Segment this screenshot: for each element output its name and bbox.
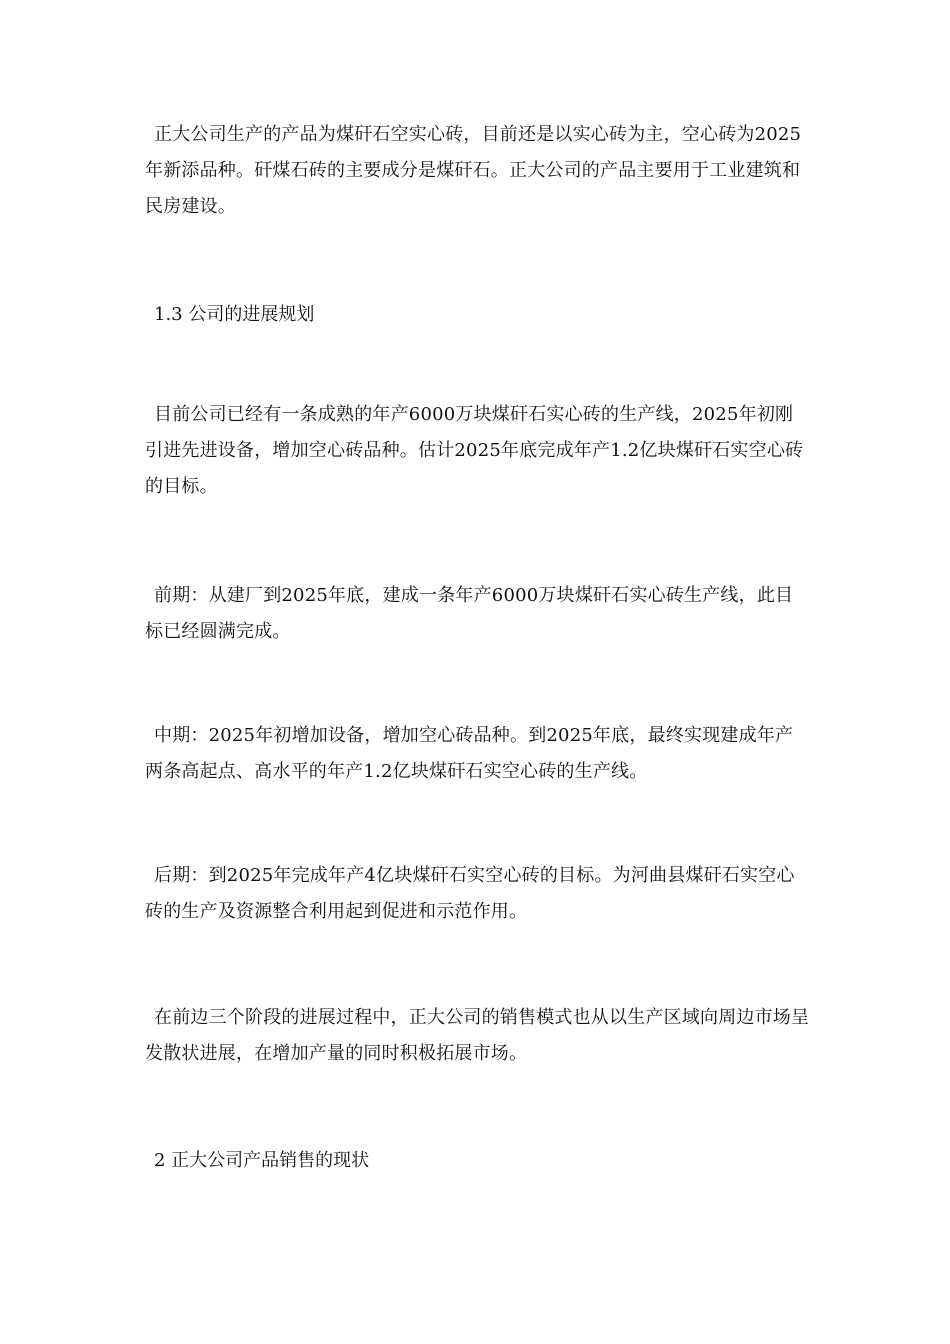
- section-heading-2: 2 正大公司产品销售的现状: [154, 1150, 370, 1171]
- paragraph-mid-phase: 中期：2025年初增加设备，增加空心砖品种。到2025年底，最终实现建成年产两条高起点、高水平的年产1.2亿块煤矸石实空心砖的生产线。: [145, 725, 794, 782]
- paragraph-late-phase: 后期：到2025年完成年产4亿块煤矸石实空心砖的目标。为河曲县煤矸石实空心砖的生产及资源整合利用起到促进和示范作用。: [145, 865, 795, 922]
- paragraph-product-intro: 正大公司生产的产品为煤矸石空实心砖，目前还是以实心砖为主，空心砖为2025年新添品种。矸煤石砖的主要成分是煤矸石。正大公司的产品主要用于工业建筑和民房建设。: [145, 124, 802, 217]
- paragraph-current-capacity: 目前公司已经有一条成熟的年产6000万块煤矸石实心砖的生产线，2025年初刚引进先进设备，增加空心砖品种。估计2025年底完成年产1.2亿块煤矸石实空心砖的目标。: [145, 404, 804, 497]
- section-heading-1-3: 1.3 公司的进展规划: [154, 304, 315, 325]
- paragraph-sales-model: 在前边三个阶段的进展过程中，正大公司的销售模式也从以生产区域向周边市场呈发散状进展，在增加产量的同时积极拓展市场。: [145, 1007, 810, 1064]
- paragraph-early-phase: 前期：从建厂到2025年底，建成一条年产6000万块煤矸石实心砖生产线，此目标已经圆满完成。: [145, 585, 794, 642]
